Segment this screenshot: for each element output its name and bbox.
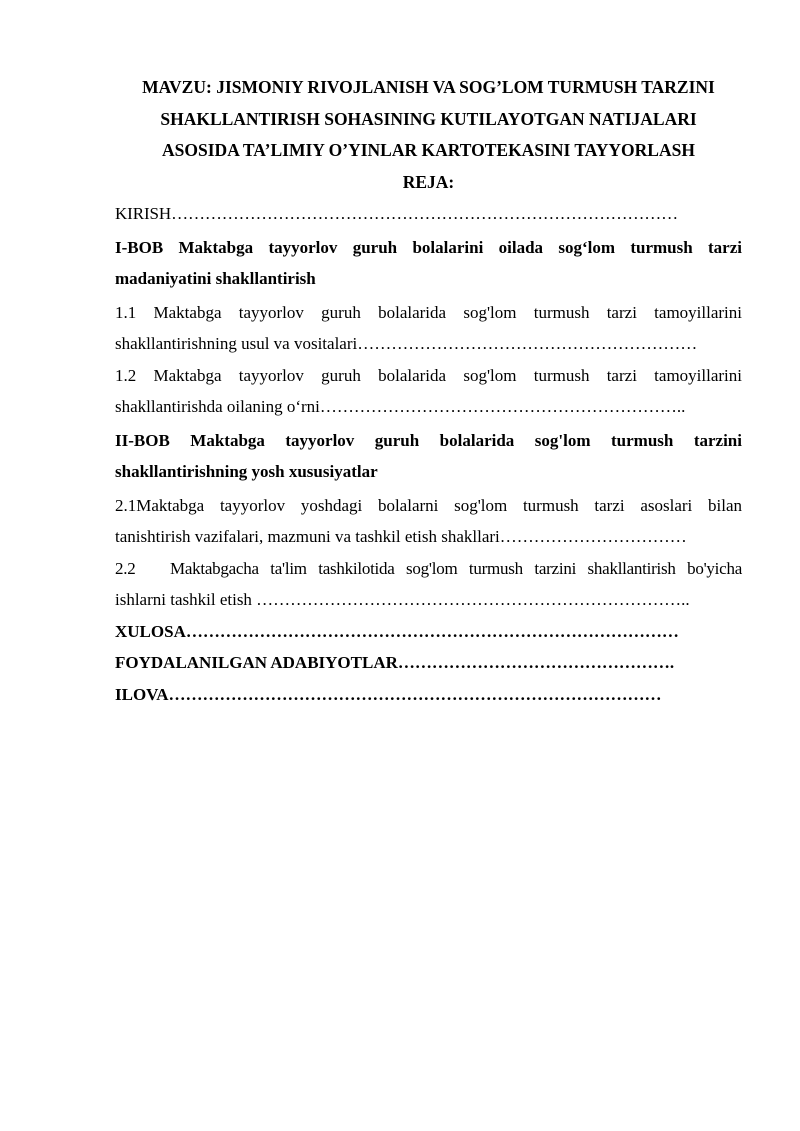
toc-section-1-1 bbox=[115, 297, 742, 360]
toc-item-intro bbox=[115, 198, 742, 230]
toc-item-references bbox=[115, 647, 742, 679]
toc-section-2-2-line-1: 2.2 Maktabgacha ta'lim tashkilotida sog'lom turmush tarzini shakllantirish bo'yicha bbox=[115, 558, 742, 578]
plan-heading: REJA: bbox=[402, 171, 455, 192]
toc-section-1-2-line-2: shakllantirishda oilaning o‘rni……………………………………………………….. bbox=[115, 397, 686, 416]
toc-item-appendix bbox=[115, 679, 742, 711]
table-of-contents bbox=[115, 198, 742, 710]
toc-section-2-2-line-2: ishlarni tashkil etish ………………………………………………………………….. bbox=[115, 590, 690, 609]
toc-chapter-1-line-2: madaniyatini shakllantirish bbox=[115, 269, 316, 288]
toc-section-1-1-line-1: 1.1 Maktabga tayyorlov guruh bolalarida sog'lom turmush tarzi tamoyillarini bbox=[115, 302, 742, 322]
toc-section-2-1-line-2: tanishtirish vazifalari, mazmuni va tashkil etish shakllari…………………………… bbox=[115, 527, 687, 546]
toc-chapter-2-line-1: II-BOB Maktabga tayyorlov guruh bolalarida sog'lom turmush tarzini bbox=[115, 430, 742, 450]
title-line-1: MAVZU: JISMONIY RIVOJLANISH VA SOG’LOM TURMUSH TARZINI bbox=[142, 77, 715, 97]
toc-chapter-2-line-2: shakllantirishning yosh xususiyatlar bbox=[115, 462, 378, 481]
toc-section-1-1-line-2: shakllantirishning usul va vositalari…………………………………………………… bbox=[115, 334, 698, 353]
toc-chapter-1-line-1: I-BOB Maktabga tayyorlov guruh bolalarini oilada sog‘lom turmush tarzi bbox=[115, 237, 742, 257]
toc-appendix-text: ILOVA…………………………………………………………………………… bbox=[115, 684, 662, 704]
toc-intro-text: KIRISH……………………………………………………………………………… bbox=[115, 204, 679, 223]
document-title bbox=[115, 72, 742, 167]
title-line-2: SHAKLLANTIRISH SOHASINING KUTILAYOTGAN NATIJALARI bbox=[160, 108, 697, 129]
toc-item-conclusion bbox=[115, 616, 742, 648]
toc-section-1-2-line-1: 1.2 Maktabga tayyorlov guruh bolalarida sog'lom turmush tarzi tamoyillarini bbox=[115, 365, 742, 385]
toc-section-2-2 bbox=[115, 553, 742, 616]
toc-section-1-2 bbox=[115, 360, 742, 423]
title-line-3: ASOSIDA TA’LIMIY O’YINLAR KARTOTEKASINI TAYYORLASH bbox=[162, 140, 695, 160]
toc-conclusion-text: XULOSA…………………………………………………………………………… bbox=[115, 621, 679, 641]
toc-section-2-1 bbox=[115, 490, 742, 553]
toc-chapter-2 bbox=[115, 425, 742, 488]
toc-chapter-1 bbox=[115, 232, 742, 295]
toc-section-2-1-line-1: 2.1Maktabga tayyorlov yoshdagi bolalarni sog'lom turmush tarzi asoslari bilan bbox=[115, 495, 742, 515]
document-page bbox=[115, 72, 742, 710]
toc-references-text: FOYDALANILGAN ADABIYOTLAR…………………………………………. bbox=[115, 653, 675, 672]
